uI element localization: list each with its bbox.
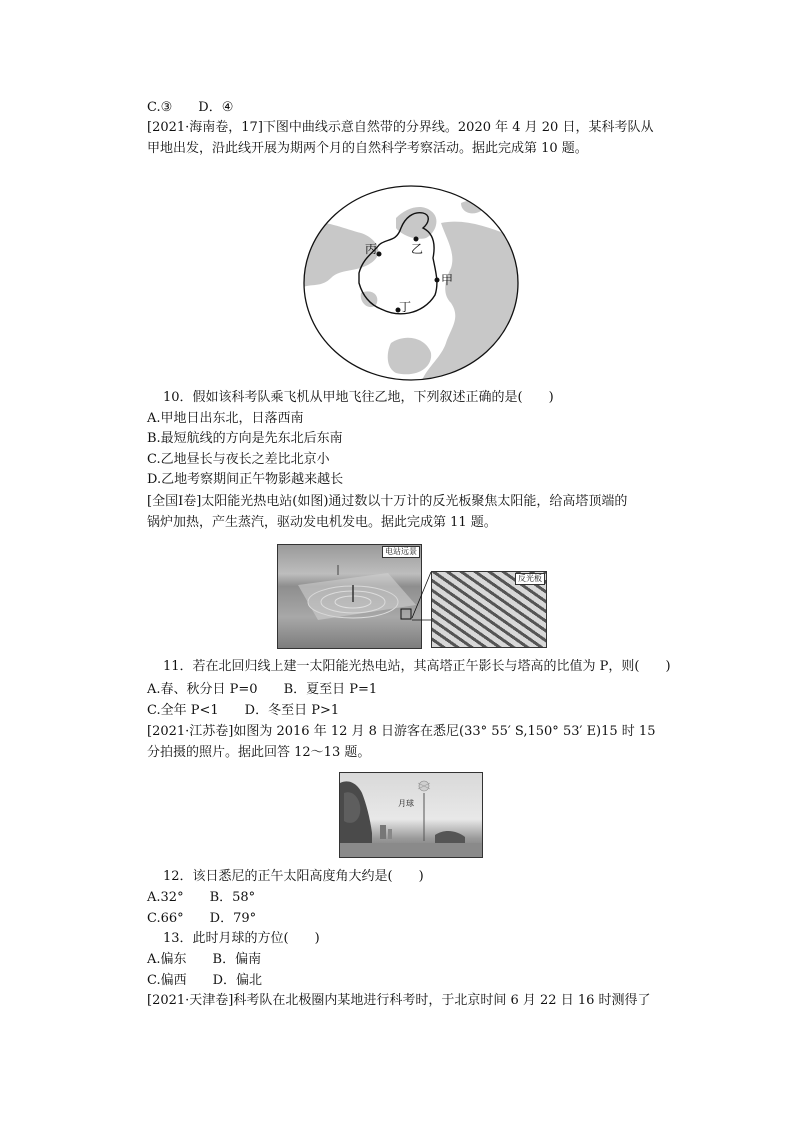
q11-options-c-d: C.全年 P<1 D．冬至日 P>1 bbox=[147, 703, 340, 718]
mirror-panels-inset-photo bbox=[431, 571, 547, 648]
label-ding: 丁 bbox=[399, 300, 412, 314]
intro-jiangsu-line2: 分拍摄的照片。据此回答 12～13 题。 bbox=[147, 745, 371, 760]
point-bing bbox=[377, 252, 382, 257]
q10-option-c: C.乙地昼长与夜长之差比北京小 bbox=[147, 452, 330, 467]
polar-map-figure bbox=[301, 183, 521, 383]
option-line-c-d-prev: C.③ D．④ bbox=[147, 100, 234, 115]
question-11: 11．若在北回归线上建一太阳能光热电站，其高塔正午影长与塔高的比值为 P，则( ) bbox=[163, 659, 671, 674]
inset-connector bbox=[410, 570, 432, 622]
q13-options-c-d: C.偏西 D．偏北 bbox=[147, 973, 263, 988]
q13-options-a-b: A.偏东 B．偏南 bbox=[147, 952, 262, 967]
intro-jiangsu-line1: [2021·江苏卷]如图为 2016 年 12 月 8 日游客在悉尼(33° 55′ S,150° 53′ E)15 时 15 bbox=[147, 724, 656, 739]
intro-tianjin-line1: [2021·天津卷]科考队在北极圈内某地进行科考时，于北京时间 6 月 22 日 16 时测得了 bbox=[147, 993, 651, 1008]
intro-hainan-line1: [2021·海南卷，17]下图中曲线示意自然带的分界线。2020 年 4 月 20 日，某科考队从 bbox=[147, 120, 654, 135]
q12-options-c-d: C.66° D．79° bbox=[147, 911, 257, 926]
label-moon: 月球 bbox=[398, 799, 414, 808]
q11-options-a-b: A.春、秋分日 P=0 B．夏至日 P=1 bbox=[147, 682, 378, 697]
intro-solar-line1: [全国Ⅰ卷]太阳能光热电站(如图)通过数以十万计的反光板聚焦太阳能，给高塔顶端的 bbox=[147, 494, 628, 509]
question-12: 12．该日悉尼的正午太阳高度角大约是( ) bbox=[163, 869, 424, 884]
label-jia: 甲 bbox=[441, 273, 454, 287]
sydney-moon-photo bbox=[339, 772, 483, 858]
point-jia bbox=[435, 278, 440, 283]
intro-solar-line2: 锅炉加热，产生蒸汽，驱动发电机发电。据此完成第 11 题。 bbox=[147, 515, 497, 530]
question-13: 13．此时月球的方位( ) bbox=[163, 931, 320, 946]
intro-hainan-line2: 甲地出发，沿此线开展为期两个月的自然科学考察活动。据此完成第 10 题。 bbox=[147, 141, 588, 156]
q10-option-b: B.最短航线的方向是先东北后东南 bbox=[147, 431, 343, 446]
label-station-view: 电站远景 bbox=[382, 546, 420, 558]
q12-options-a-b: A.32° B．58° bbox=[147, 890, 256, 905]
q10-option-a: A.甲地日出东北，日落西南 bbox=[147, 411, 304, 426]
label-mirror-panel: 反光板 bbox=[515, 573, 545, 585]
point-yi bbox=[414, 237, 419, 242]
solar-station-photo bbox=[277, 544, 422, 649]
question-10: 10．假如该科考队乘飞机从甲地飞往乙地，下列叙述正确的是( ) bbox=[163, 390, 554, 405]
q10-option-d: D.乙地考察期间正午物影越来越长 bbox=[147, 472, 344, 487]
label-bing: 丙 bbox=[365, 242, 378, 256]
label-yi: 乙 bbox=[411, 242, 424, 256]
